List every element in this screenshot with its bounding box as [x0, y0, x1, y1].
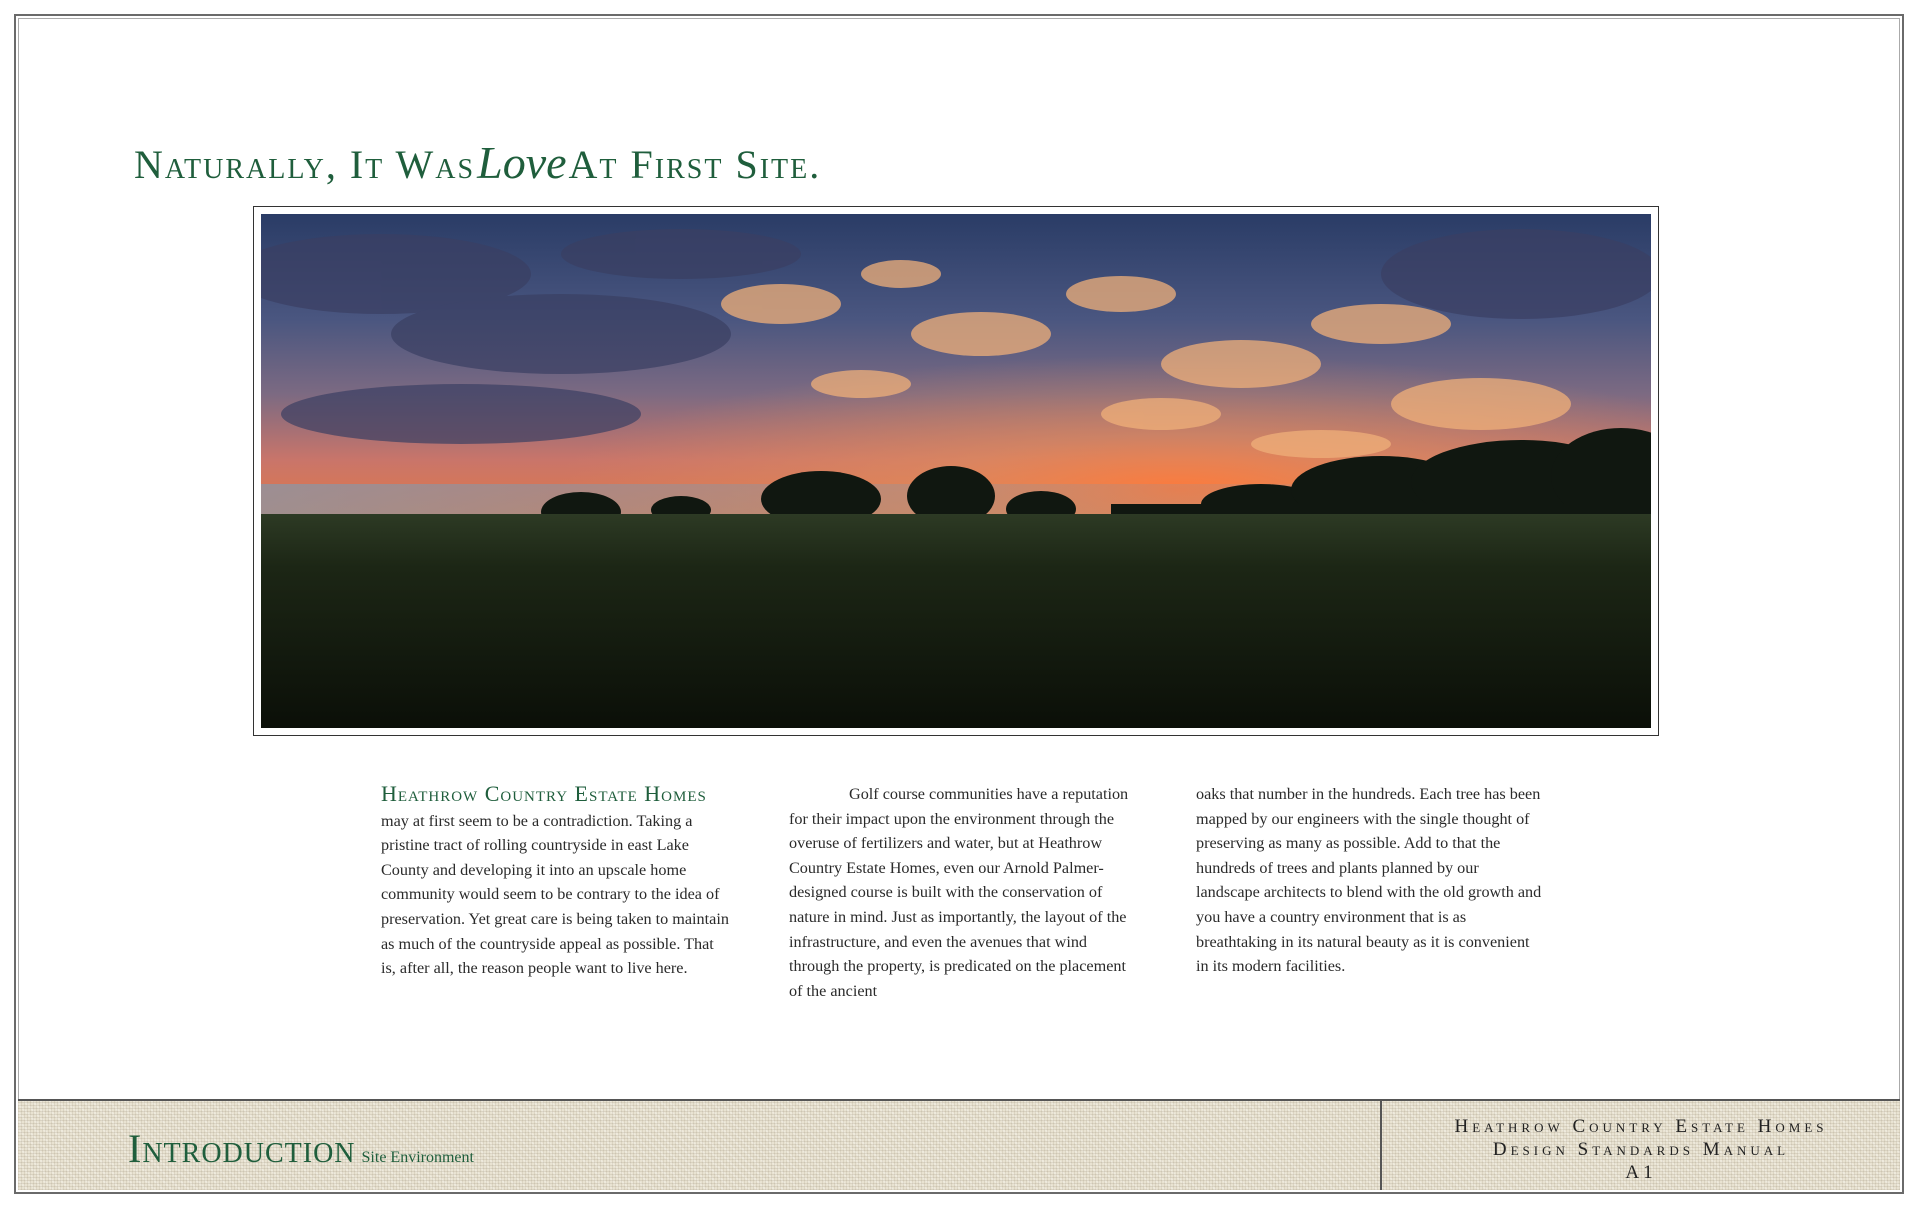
- headline-love: Love: [477, 137, 567, 188]
- manual-line-1: Heathrow Country Estate Homes: [1454, 1116, 1828, 1137]
- landscape-photo-frame: [253, 206, 1659, 736]
- subsection-name: Site Environment: [361, 1149, 474, 1166]
- sunrise-meadow-photo: [261, 214, 1651, 728]
- meadow-sunrise-image: [261, 214, 1651, 728]
- manual-line-2: Design Standards Manual: [1492, 1139, 1790, 1160]
- page-headline: [134, 136, 821, 189]
- section-name: Introduction: [128, 1126, 356, 1171]
- manual-title-block: [1382, 1115, 1900, 1184]
- body-column-3: oaks that number in the hundreds. Each tree has been mapped by our engineers with the single thought of preserving as many as possible. Add to that the hundreds of trees and plants planned by our landscape architects to blend with the old growth and you have a country environment that is as breathtaking in its natural beauty as it is convenient in its modern facilities.: [1196, 785, 1542, 976]
- lead-in-title: Heathrow Country Estate Homes: [381, 781, 707, 806]
- body-column-1: [381, 782, 731, 981]
- page-number: A1: [1625, 1162, 1657, 1183]
- headline-part2: At First Site.: [568, 142, 822, 187]
- body-column-2: Golf course communities have a reputation for their impact upon the environment through the overuse of fertilizers and water, but at Heathrow Country Estate Homes, even our Arnold Palmer-designed course is built with the conservation of nature in mind. Just as importantly, the layout of the infrastructure, and even the avenues that wind through the property, is predicated on the placement of the ancient: [789, 785, 1129, 1000]
- headline-part1: Naturally, It Was: [134, 142, 476, 187]
- column-1-text: may at first seem to be a contradiction. Taking a pristine tract of rolling countryside in east Lake County and developing it into an upscale home community would seem to be contrary to the idea of preservation. Yet great care is being taken to maintain as much of the countryside appeal as possible. That is, after all, the reason people want to live here.: [381, 811, 729, 978]
- section-title: [128, 1125, 474, 1172]
- footer-bar: [18, 1099, 1900, 1190]
